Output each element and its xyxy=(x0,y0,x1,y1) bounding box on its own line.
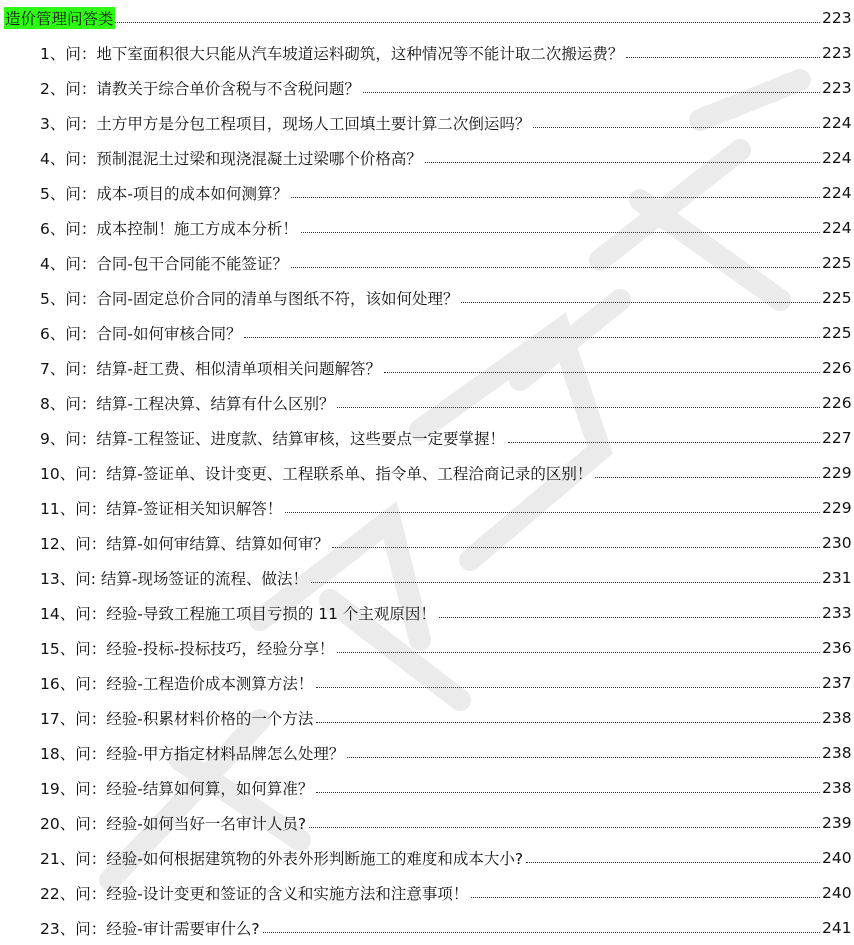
page-number: 238 xyxy=(822,778,852,797)
toc-entry[interactable] xyxy=(0,175,854,210)
toc-entry-title: 3、问：土方甲方是分包工程项目，现场人工回填土要计算二次倒运吗？ xyxy=(40,114,531,133)
toc-entry-title: 9、问：结算-工程签证、进度款、结算审核，这些要点一定要掌握！ xyxy=(40,429,505,448)
toc-entry-title: 15、问：经验-投标-投标技巧，经验分享！ xyxy=(40,639,335,658)
toc-entry-title: 4、问：合同-包干合同能不能签证？ xyxy=(40,254,288,273)
leader-dots xyxy=(595,477,820,478)
leader-dots xyxy=(508,442,820,443)
leader-dots xyxy=(285,512,820,513)
leader-dots xyxy=(533,127,820,128)
toc-entry-title: 23、问：经验-审计需要审什么? xyxy=(40,919,260,938)
page-number: 225 xyxy=(822,288,852,307)
toc-entry[interactable] xyxy=(0,350,854,385)
page-number: 224 xyxy=(822,218,852,237)
page-number: 238 xyxy=(822,708,852,727)
toc-entry[interactable] xyxy=(0,595,854,630)
page-number: 236 xyxy=(822,638,852,657)
page-number: 240 xyxy=(822,848,852,867)
toc-entry-title: 12、问：结算-如何审结算、结算如何审？ xyxy=(40,534,329,553)
leader-dots xyxy=(309,827,820,828)
toc-entry[interactable] xyxy=(0,770,854,805)
toc-heading-label: 造价管理问答类 xyxy=(4,7,115,29)
page-number: 225 xyxy=(822,253,852,272)
leader-dots xyxy=(332,547,820,548)
page-number: 226 xyxy=(822,393,852,412)
leader-dots xyxy=(316,687,820,688)
toc-entry-title: 20、问：经验-如何当好一名审计人员? xyxy=(40,814,307,833)
toc-entry-title: 6、问：成本控制！施工方成本分析！ xyxy=(40,219,298,238)
leader-dots xyxy=(471,897,820,898)
leader-dots xyxy=(337,407,820,408)
leader-dots xyxy=(526,862,820,863)
leader-dots xyxy=(337,652,820,653)
page-number: 223 xyxy=(822,78,852,97)
toc-entry-title: 1、问：地下室面积很大只能从汽车坡道运料砌筑，这种情况等不能计取二次搬运费？ xyxy=(40,44,624,63)
leader-dots xyxy=(301,232,820,233)
toc-entry[interactable] xyxy=(0,665,854,700)
leader-dots xyxy=(115,22,820,23)
toc-entry[interactable] xyxy=(0,735,854,770)
page-number: 227 xyxy=(822,428,852,447)
toc-entry[interactable] xyxy=(0,490,854,525)
toc-entry-title: 19、问：经验-结算如何算，如何算准？ xyxy=(40,779,314,798)
toc-entry-title: 8、问：结算-工程决算、结算有什么区别？ xyxy=(40,394,335,413)
toc-entry-title: 11、问：结算-签证相关知识解答！ xyxy=(40,499,283,518)
page-number: 229 xyxy=(822,463,852,482)
page-number: 224 xyxy=(822,113,852,132)
leader-dots xyxy=(347,757,820,758)
toc-entry-title: 14、问：经验-导致工程施工项目亏损的 11 个主观原因！ xyxy=(40,604,436,623)
leader-dots xyxy=(311,582,820,583)
toc-entry[interactable] xyxy=(0,105,854,140)
page-number: 226 xyxy=(822,358,852,377)
page-number: 233 xyxy=(822,603,852,622)
page-number: 240 xyxy=(822,883,852,902)
toc-entry-title: 4、问：预制混泥土过梁和现浇混凝土过梁哪个价格高？ xyxy=(40,149,422,168)
toc-entry[interactable] xyxy=(0,210,854,245)
leader-dots xyxy=(316,792,820,793)
toc-entry-title: 16、问：经验-工程造价成本测算方法！ xyxy=(40,674,314,693)
toc-entry-title: 5、问：合同-固定总价合同的清单与图纸不符，该如何处理？ xyxy=(40,289,459,308)
page-number: 237 xyxy=(822,673,852,692)
page-number: 239 xyxy=(822,813,852,832)
toc-entry-title: 6、问：合同-如何审核合同？ xyxy=(40,324,242,343)
leader-dots xyxy=(439,617,820,618)
page-number: 230 xyxy=(822,533,852,552)
page-number: 224 xyxy=(822,148,852,167)
toc-entry[interactable] xyxy=(0,525,854,560)
leader-dots xyxy=(384,372,820,373)
toc-entry[interactable] xyxy=(0,840,854,875)
toc-entry[interactable] xyxy=(0,805,854,840)
toc-entry[interactable] xyxy=(0,455,854,490)
page-number: 241 xyxy=(822,918,852,937)
toc-entry[interactable] xyxy=(0,420,854,455)
toc-entry-title: 10、问：结算-签证单、设计变更、工程联系单、指令单、工程洽商记录的区别！ xyxy=(40,464,593,483)
page-number: 224 xyxy=(822,183,852,202)
toc-entry-title: 17、问：经验-积累材料价格的一个方法 xyxy=(40,709,314,728)
leader-dots xyxy=(363,92,820,93)
page-number: 223 xyxy=(822,43,852,62)
leader-dots xyxy=(291,197,820,198)
leader-dots xyxy=(263,932,820,933)
toc-entry-title: 13、问: 结算-现场签证的流程、做法！ xyxy=(40,569,308,588)
leader-dots xyxy=(291,267,820,268)
toc-entry-title: 2、问：请教关于综合单价含税与不含税问题？ xyxy=(40,79,360,98)
toc-entry[interactable] xyxy=(0,315,854,350)
leader-dots xyxy=(626,57,820,58)
toc-entry[interactable] xyxy=(0,630,854,665)
toc-heading[interactable] xyxy=(0,0,854,35)
toc-entry-title: 7、问：结算-赶工费、相似清单项相关问题解答？ xyxy=(40,359,381,378)
page-number: 229 xyxy=(822,498,852,517)
toc-entry-title: 18、问：经验-甲方指定材料品牌怎么处理？ xyxy=(40,744,345,763)
toc-entry[interactable] xyxy=(0,560,854,595)
toc-entry[interactable] xyxy=(0,875,854,910)
page-number: 225 xyxy=(822,323,852,342)
leader-dots xyxy=(461,302,820,303)
toc-entry-title: 21、问：经验-如何根据建筑物的外表外形判断施工的难度和成本大小? xyxy=(40,849,524,868)
toc-entry[interactable] xyxy=(0,245,854,280)
toc-entry[interactable] xyxy=(0,70,854,105)
leader-dots xyxy=(244,337,820,338)
page-number: 223 xyxy=(822,8,852,27)
page-number: 238 xyxy=(822,743,852,762)
toc-entry[interactable] xyxy=(0,700,854,735)
page-number: 231 xyxy=(822,568,852,587)
toc-entry[interactable] xyxy=(0,140,854,175)
toc-entry-title: 22、问：经验-设计变更和签证的含义和实施方法和注意事项！ xyxy=(40,884,469,903)
leader-dots xyxy=(316,722,820,723)
toc-entry[interactable] xyxy=(0,910,854,945)
toc-entry[interactable] xyxy=(0,35,854,70)
toc-entry-title: 5、问：成本-项目的成本如何测算？ xyxy=(40,184,288,203)
toc-entry[interactable] xyxy=(0,385,854,420)
toc-entry[interactable] xyxy=(0,280,854,315)
leader-dots xyxy=(425,162,820,163)
